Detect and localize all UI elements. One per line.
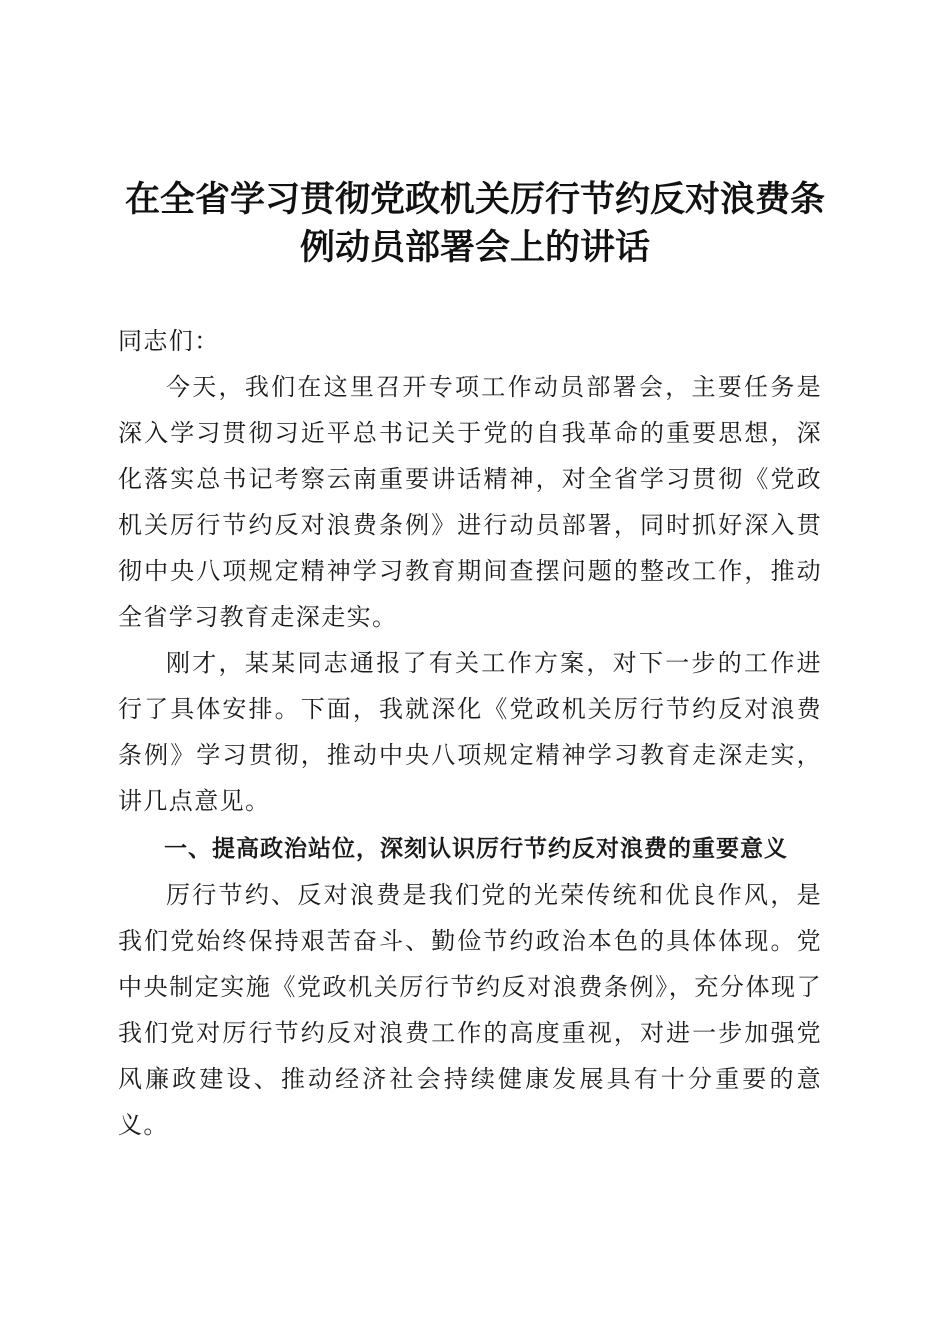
paragraph-intro: 今天，我们在这里召开专项工作动员部署会，主要任务是深入学习贯彻习近平总书记关于党的自我革命的重要思想，深化落实总书记考察云南重要讲话精神，对全省学习贯彻《党政机关厉行节约反对浪费条例》进行动员部署，同时抓好深入贯彻中央八项规定精神学习教育期间查摆问题的整改工作，推动全省学习教育走深走实。 [118, 373, 822, 631]
salutation: 同志们： [118, 327, 220, 355]
section-heading: 一、提高政治站位，深刻认识厉行节约反对浪费的重要意义 [164, 836, 788, 862]
document-body [118, 318, 822, 1148]
document-title: 在全省学习贯彻党政机关厉行节约反对浪费条例动员部署会上的讲话 [124, 179, 825, 268]
paragraph-section-one: 厉行节约、反对浪费是我们党的光荣传统和优良作风，是我们党始终保持艰苦奋斗、勤俭节约政治本色的具体体现。党中央制定实施《党政机关厉行节约反对浪费条例》，充分体现了我们党对厉行节约反对浪费工作的高度重视，对进一步加强党风廉政建设、推动经济社会持续健康发展具有十分重要的意义。 [118, 881, 822, 1139]
paragraph-overview: 刚才，某某同志通报了有关工作方案，对下一步的工作进行了具体安排。下面，我就深化《党政机关厉行节约反对浪费条例》学习贯彻，推动中央八项规定精神学习教育走深走实，讲几点意见。 [118, 649, 822, 815]
